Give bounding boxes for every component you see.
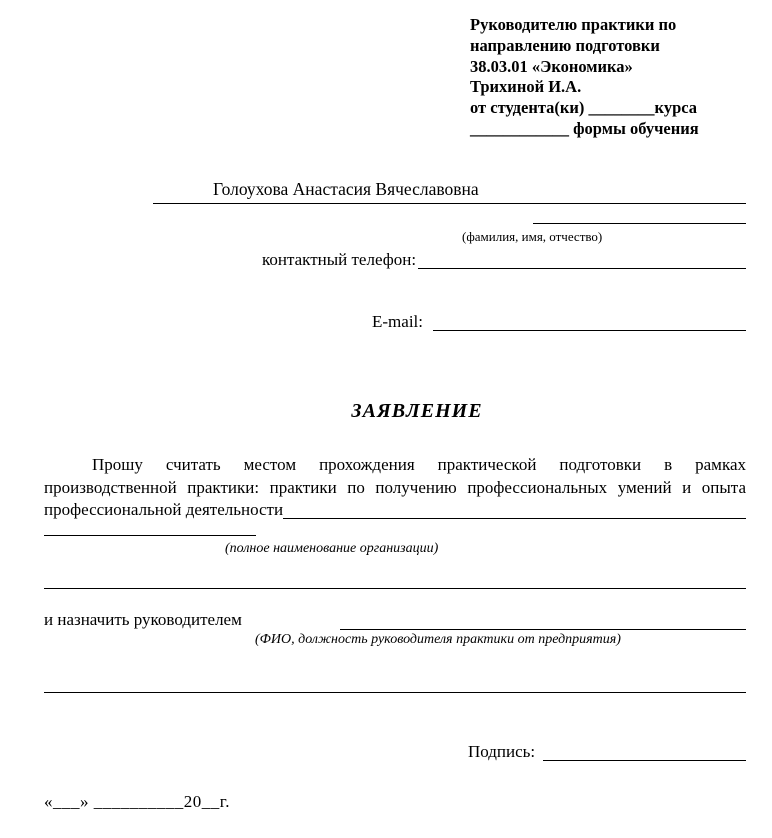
organization-blank-line-1[interactable]: [283, 499, 746, 519]
request-paragraph-line3-text: профессиональной деятельности: [44, 500, 284, 519]
signature-label: Подпись:: [468, 742, 536, 761]
supervisor-caption: (ФИО, должность руководителя практики от предприятия): [255, 632, 621, 647]
addressee-line: 38.03.01 «Экономика»: [470, 56, 633, 76]
supervisor-label: и назначить руководителем: [44, 610, 242, 629]
request-paragraph-line1: Прошу считать местом прохождения практической подготовки в рамках: [92, 455, 746, 474]
student-name-value: Голоухова Анастасия Вячеславовна: [213, 179, 479, 199]
addressee-line: направлению подготовки: [470, 35, 660, 55]
supervisor-blank-line[interactable]: [340, 609, 746, 630]
email-label: E-mail:: [372, 312, 423, 331]
addressee-line: Руководителю практики по: [470, 15, 677, 34]
addressee-line: Трихиной И.А.: [470, 77, 582, 97]
name-caption: (фамилия, имя, отчество): [462, 229, 603, 244]
organization-blank-line-2[interactable]: [44, 517, 256, 536]
phone-label: контактный телефон:: [262, 250, 417, 269]
organization-caption: (полное наименование организации): [225, 541, 439, 556]
request-paragraph: [44, 454, 746, 522]
addressee-line-study-form-blank[interactable]: ____________ формы обучения: [470, 118, 699, 138]
organization-blank-line-3[interactable]: [44, 568, 746, 589]
student-name-field[interactable]: [153, 179, 746, 204]
email-blank-line[interactable]: [433, 311, 746, 331]
phone-blank-line[interactable]: [418, 249, 746, 269]
extra-blank-line[interactable]: [44, 672, 746, 693]
signature-blank-line[interactable]: [543, 741, 746, 761]
document-title: ЗАЯВЛЕНИЕ: [351, 400, 483, 422]
addressee-line-course-blank[interactable]: от студента(ки) ________курса: [470, 98, 698, 118]
date-blank-line[interactable]: «___» __________20__г.: [44, 792, 231, 811]
name-extra-blank-line[interactable]: [533, 205, 746, 224]
addressee-block: [470, 15, 738, 140]
request-paragraph-line2: производственной практики: практики по получению профессиональных умений и опыта: [44, 477, 746, 497]
